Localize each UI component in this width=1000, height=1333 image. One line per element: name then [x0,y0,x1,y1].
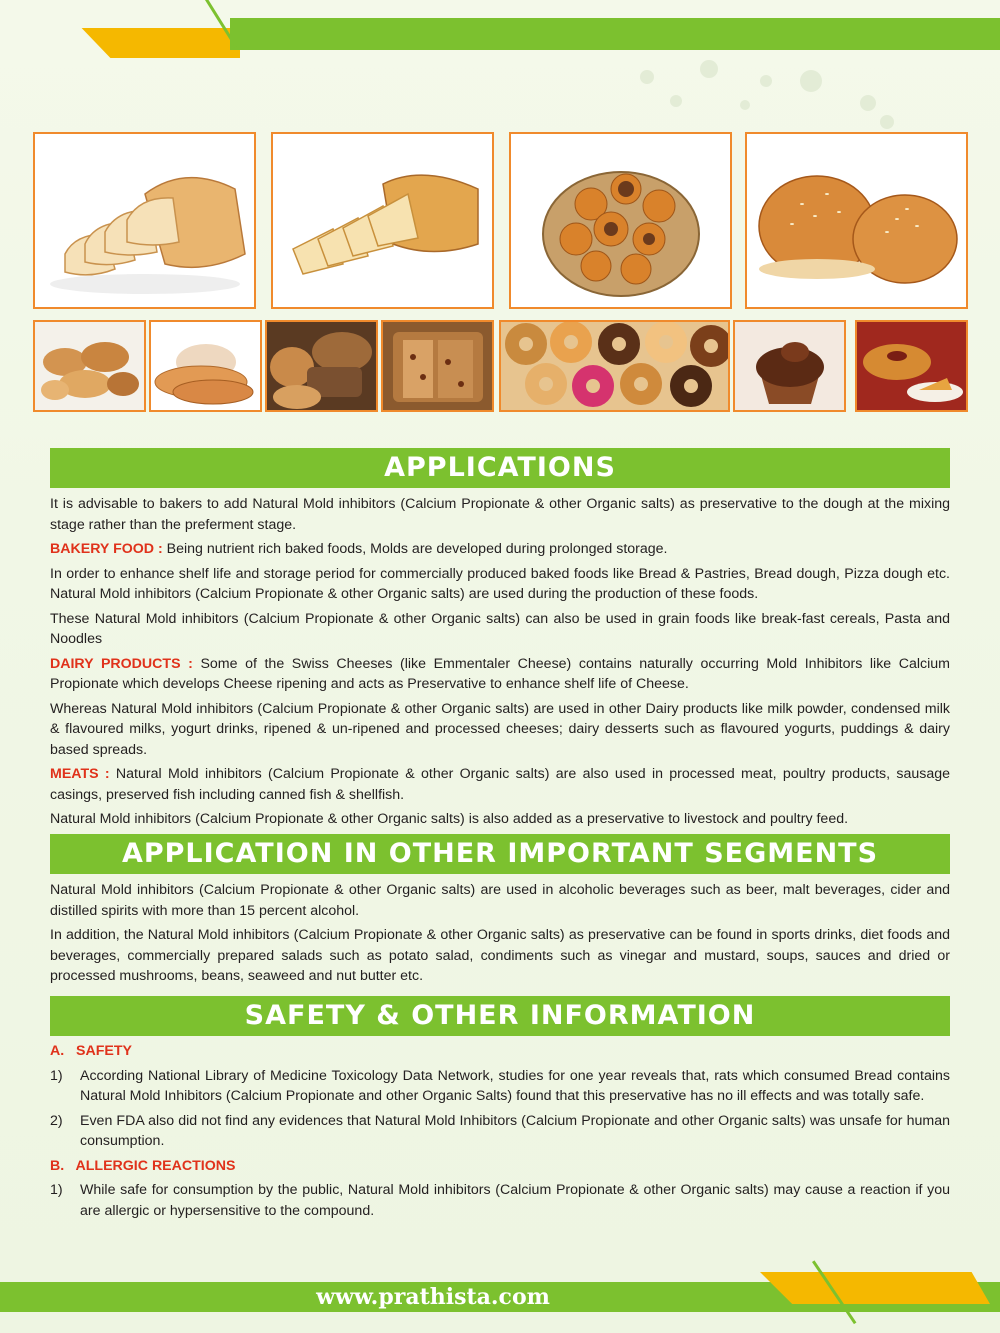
footer-website-link[interactable]: www.prathista.com [316,1284,550,1310]
rustic-bread-icon [267,322,376,410]
photo-bundt-cake [855,320,968,412]
bundt-cake-icon [857,322,966,410]
photo-muffin-basket [509,132,732,309]
other-segments-p1: Natural Mold inhibitors (Calcium Propionate & other Organic salts) are used in alcoholic beverages such as beer, malt beverages, cider and distilled spirits with more than 15 percent alcohol. [50,882,950,919]
safety-subheading: A. SAFETY [50,1043,132,1059]
other-segments-body [50,880,950,991]
applications-p6: Whereas Natural Mold inhibitors (Calcium Propionate & other Organic salts) are used in other Dairy products like milk powder, condensed milk & flavoured milks, yogurt drinks, ripened & un-ripened and processed cheeses; dairy desserts such as flavoured yogurts, puddings & dairy based spreads. [50,700,950,758]
meats-text: Natural Mold inhibitors (Calcium Propionate & other Organic salts) are also used in processed meat, poultry products, sausage casings, preserved fish including canned fish & shellfish. [50,766,950,803]
allergy-item-text: While safe for consumption by the public, Natural Mold inhibitors (Calcium Propionate & other Organic salts) may cause a reaction if you are allergic or hypersensitive to the compound. [80,1182,950,1219]
dairy-products-text: Some of the Swiss Cheeses (like Emmentaler Cheese) contains naturally occurring Mold Inhibitors like Calcium Propionate which develops Cheese ripening and acts as Preservative to enhance shelf life of Cheese. [50,655,950,692]
applications-bakery [50,539,950,560]
photo-chocolate-cupcake [733,320,846,412]
photo-french-loaves [149,320,262,412]
header-yellow-stripe [60,28,240,58]
allergic-reactions-subheading: B. ALLERGIC REACTIONS [50,1157,236,1174]
photo-assorted-breads [33,320,146,412]
bakery-food-text: Being nutrient rich baked foods, Molds are developed during prolonged storage. [162,541,668,557]
photo-sliced-bread-tin [271,132,494,309]
photo-rustic-bread [265,320,378,412]
safety-item-text: According National Library of Medicine Toxicology Data Network, studies for one year reveals that, rats which consumed Bread contains Natural Mold Inhibitors (Calcium Propionate and other Organic Salts) found that this preservative has no ill effects and was totally safe. [80,1067,950,1104]
applications-p4: These Natural Mold inhibitors (Calcium Propionate & other Organic salts) can also be used in grain foods like break-fast cereals, Pasta and Noodles [50,610,950,647]
assorted-breads-icon [35,322,144,410]
chocolate-cupcake-icon [735,322,844,410]
applications-p1: It is advisable to bakers to add Natural Mold inhibitors (Calcium Propionate & other Organic salts) as preservative to the dough at the mixing stage rather than the preferment stage. [50,496,950,533]
safety-heading: SAFETY & OTHER INFORMATION [50,996,950,1036]
allergy-item-number: 1) [50,1182,63,1198]
photo-donuts [499,320,730,412]
fruit-cake-icon [383,322,492,410]
applications-p8: Natural Mold inhibitors (Calcium Propionate & other Organic salts) is also added as a preservative to livestock and poultry feed. [50,811,849,827]
safety-item [50,1066,950,1107]
other-segments-heading: APPLICATION IN OTHER IMPORTANT SEGMENTS [50,834,950,874]
photo-sesame-buns [745,132,968,309]
sesame-buns-icon [747,134,966,307]
other-segments-p2: In addition, the Natural Mold inhibitors (Calcium Propionate & other Organic salts) as preservative can be found in sports drinks, diet foods and beverages, commercially prepared salads such as potato salad, condiments such as vinegar and mustard, soups, sauces and dried or processed mushrooms, beans, seaweed and nut butter etc. [50,927,950,984]
donuts-icon [501,322,728,410]
safety-item [50,1111,950,1152]
applications-dairy [50,654,950,695]
safety-item-text: Even FDA also did not find any evidences that Natural Mold Inhibitors (Calcium Propionate and other Organic salts) was unsafe for human consumption. [80,1112,950,1149]
safety-item-number: 2) [50,1112,63,1129]
dairy-products-label: DAIRY PRODUCTS : [50,655,193,672]
header-green-stripe [230,18,1000,50]
sliced-bread-loaf-icon [35,134,254,307]
muffin-basket-icon [511,134,730,307]
photo-fruit-cake [381,320,494,412]
meats-label: MEATS : [50,766,110,782]
applications-meats [50,764,950,805]
photo-sliced-bread-loaf [33,132,256,309]
safety-body [50,1041,950,1225]
applications-body [50,494,950,834]
french-loaves-icon [151,322,260,410]
sliced-bread-tin-icon [273,134,492,307]
applications-heading: APPLICATIONS [50,448,950,488]
bakery-food-label: BAKERY FOOD : [50,541,163,557]
allergy-item [50,1180,950,1221]
safety-item-number: 1) [50,1067,63,1084]
applications-p3: In order to enhance shelf life and storage period for commercially produced baked foods like Bread & Pastries, Bread dough, Pizza dough etc. Natural Mold inhibitors (Calcium Propionate & other Organic salts) are used during the production of these foods. [50,565,950,602]
